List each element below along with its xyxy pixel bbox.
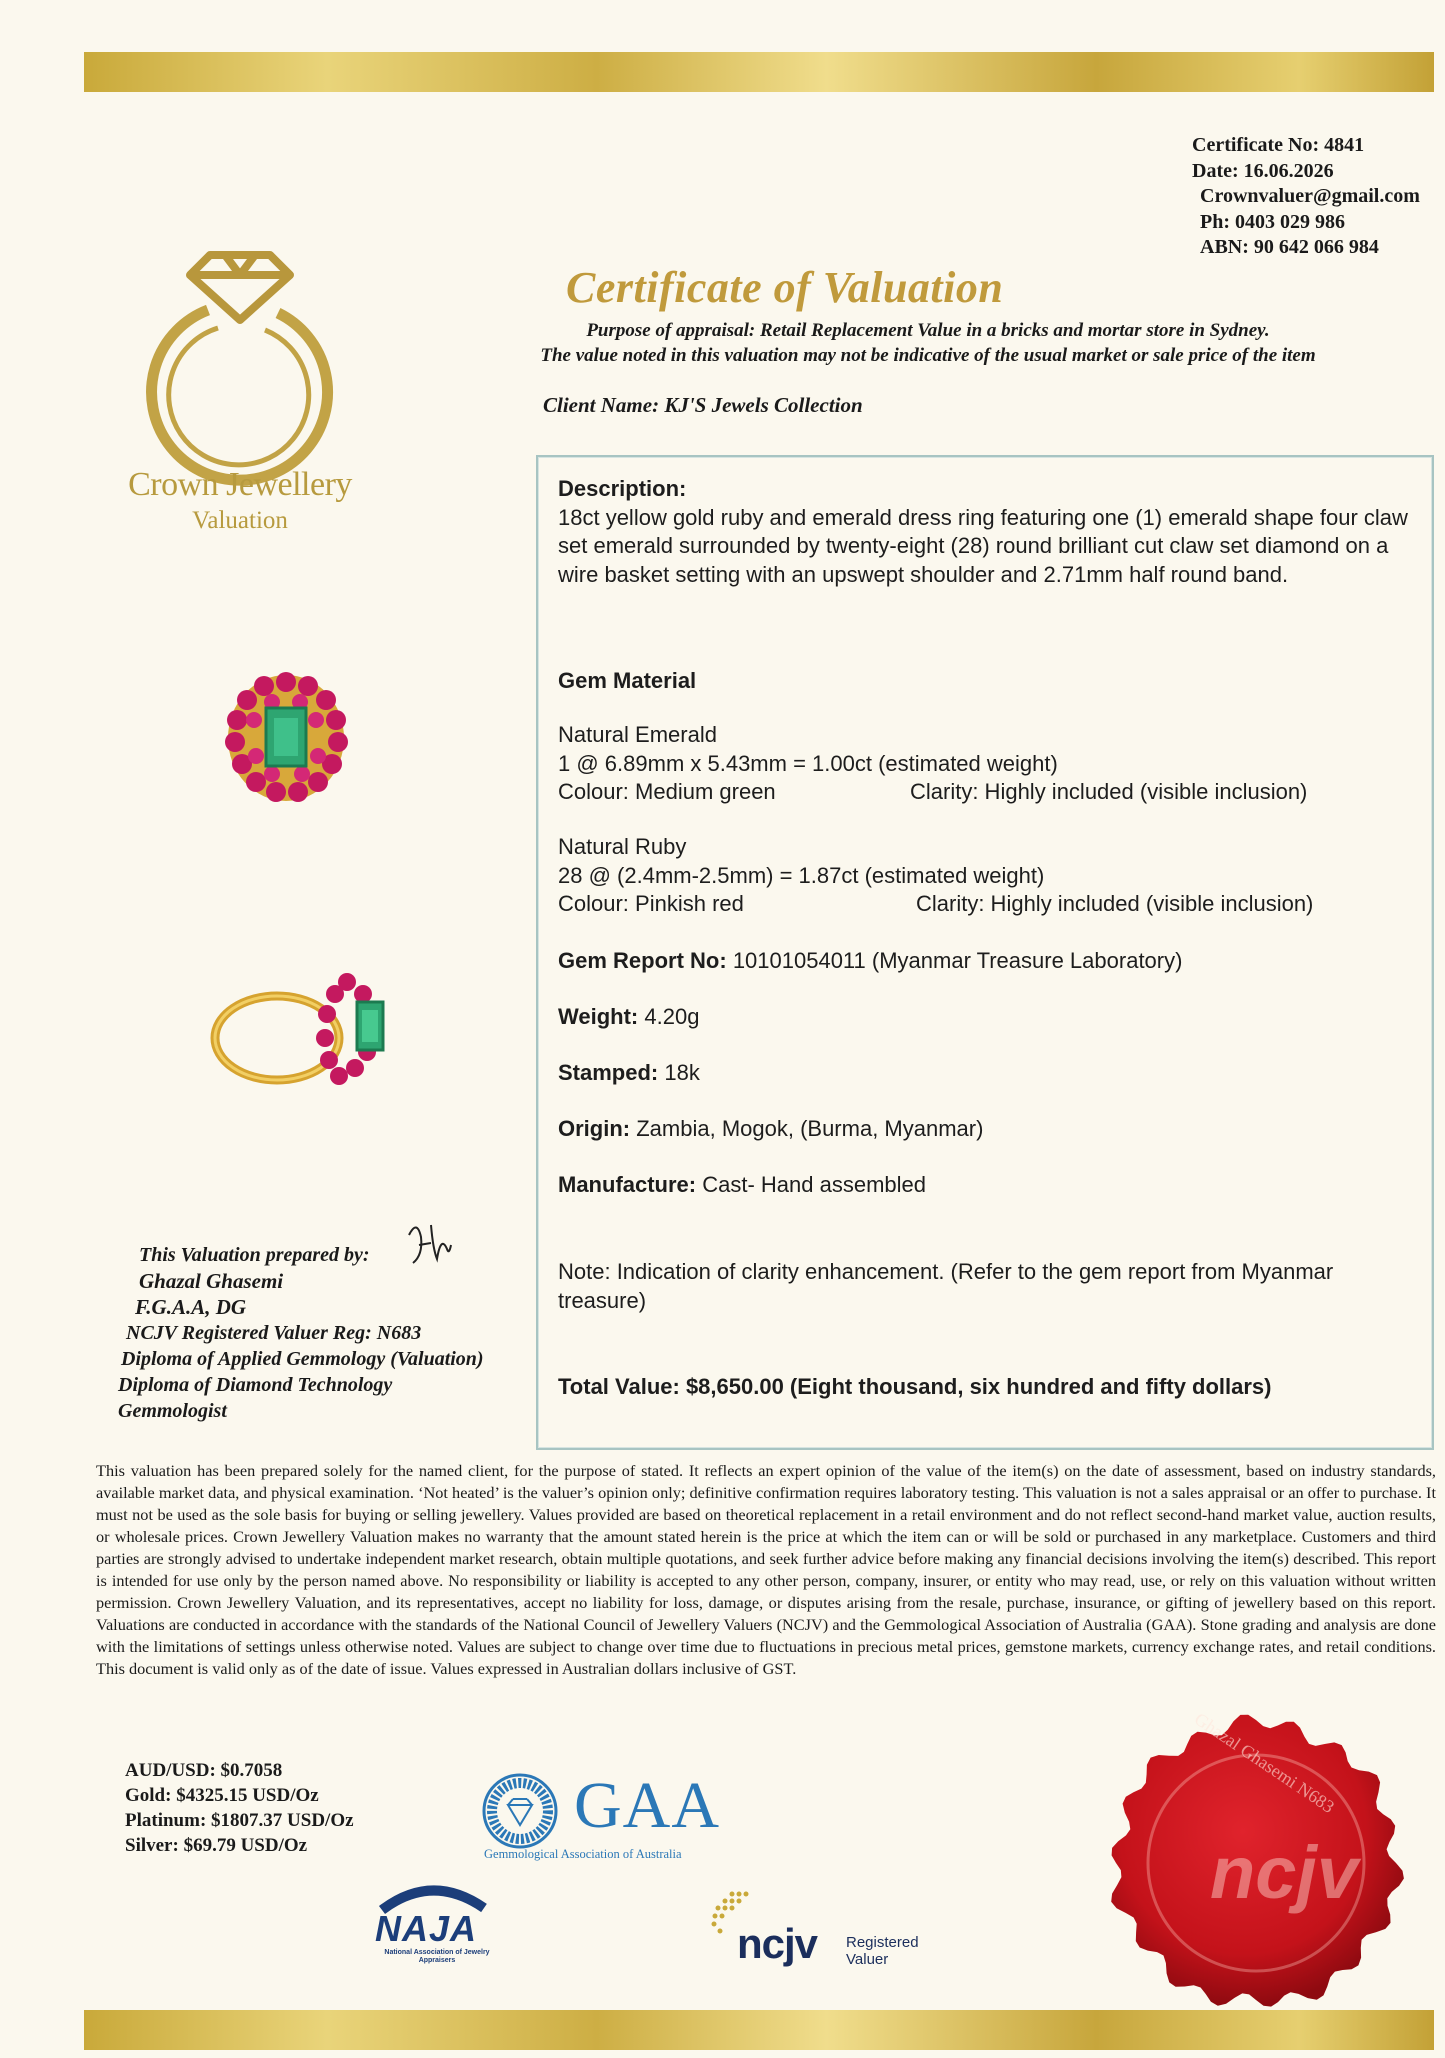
naja-wordmark: NAJA — [375, 1908, 478, 1949]
client-name: Client Name: KJ'S Jewels Collection — [543, 393, 863, 417]
market-rates — [125, 1758, 354, 1858]
gem-material-heading: Gem Material — [558, 668, 697, 693]
certificate-header-info — [1192, 133, 1420, 261]
gem-report-row — [558, 947, 1408, 976]
top-gold-bar — [84, 52, 1434, 92]
legal-disclaimer: This valuation has been prepared solely for the named client, for the purpose of stated. It reflects an expert opinion of the value of the item(s) on the date of assessment, based on industry standards, available market data, and physical examination. ‘Not heated’ is the valuer’s opinion only; definitive confirmation requires laboratory testing. This valuation is not a sales appraisal or an offer to purchase. It must not be used as the sole basis for buying or selling jewellery. Values provided are based on theoretical replacement in a retail environment and do not reflect second-hand market value, auction results, or wholesale prices. Crown Jewellery Valuation makes no warranty that the amount stated herein is the price at which the item can or will be sold or purchased in any marketplace. Customers and third parties are strongly advised to undertake independent market research, obtain multiple quotations, and seek further advice before making any financial decisions involving the item(s) described. This report is intended for use only by the person named above. No responsibility or liability is accepted to any other person, company, insurer, or entity who may read, use, or rely on this valuation without written permission. Crown Jewellery Valuation, and its representatives, accept no liability for loss, damage, or disputes arising from the resale, purchase, insurance, or gifting of jewellery based on this report. Valuations are conducted in accordance with the standards of the National Council of Jewellery Valuers (NCJV) and the Gemmological Association of Australia (GAA). Stone grading and analysis are done with the limitations of settings unless otherwise noted. Values are subject to change over time due to fluctuations in precious metal prices, gemstone markets, currency exchange rates, and retail conditions. This document is valid only as of the date of issue. Values expressed in Australian dollars inclusive of GST. — [96, 1461, 1436, 1678]
gaa-full-name: Gemmological Association of Australia — [484, 1847, 682, 1861]
appraisal-purpose — [478, 318, 1378, 368]
ruby-colour: Colour: Pinkish red — [558, 891, 744, 916]
gem-report-value: 10101054011 (Myanmar Treasure Laboratory) — [732, 948, 1183, 973]
signature-icon — [403, 1215, 453, 1270]
brand-name: Crown Jewellery — [128, 466, 352, 503]
abn-number: ABN: 90 642 066 984 — [1200, 236, 1379, 258]
gaa-emblem-icon — [482, 1773, 558, 1849]
ring-side-view-image — [205, 968, 405, 1108]
origin-value: Zambia, Mogok, (Burma, Myanmar) — [636, 1116, 984, 1141]
manufacture-row — [558, 1171, 1408, 1200]
purpose-line-2: The value noted in this valuation may not be indicative of the usual market or sale price of the item — [540, 345, 1316, 366]
ncjv-registered-label: Registered — [846, 1934, 919, 1951]
valuer-diploma-gemmology: Diploma of Applied Gemmology (Valuation) — [121, 1348, 484, 1370]
origin-row — [558, 1115, 1408, 1144]
contact-phone: Ph: 0403 029 986 — [1200, 210, 1345, 233]
valuer-name: Ghazal Ghasemi — [139, 1269, 284, 1293]
valuer-qualifications: F.G.A.A, DG — [135, 1295, 247, 1319]
aud-usd-rate: AUD/USD: $0.7058 — [125, 1760, 283, 1781]
seal-ncjv-text: ncjv — [1210, 1831, 1359, 1914]
brand-subtitle: Valuation — [192, 507, 288, 534]
enhancement-note: Note: Indication of clarity enhancement. (Refer to the gem report from Myanmar treasure) — [558, 1259, 1334, 1313]
gem-report-label: Gem Report No: — [558, 948, 727, 973]
bottom-gold-bar — [84, 2010, 1434, 2050]
weight-value: 4.20g — [644, 1004, 700, 1029]
ruby-clarity: Clarity: Highly included (visible inclusion) — [916, 891, 1314, 916]
emerald-name: Natural Emerald — [558, 722, 717, 747]
ruby-measure: 28 @ (2.4mm-2.5mm) = 1.87ct (estimated weight) — [558, 862, 1045, 888]
total-value: Total Value: $8,650.00 (Eight thousand, six hundred and fifty dollars) — [558, 1374, 1272, 1399]
emerald-section — [558, 721, 1408, 807]
naja-full-name: National Association of Jewelry Appraisers — [384, 1949, 490, 1964]
valuer-diploma-diamond: Diploma of Diamond Technology — [118, 1374, 393, 1396]
platinum-rate: Platinum: $1807.37 USD/Oz — [125, 1810, 354, 1831]
emerald-clarity: Clarity: Highly included (visible inclusion) — [910, 779, 1308, 804]
stamped-label: Stamped: — [558, 1060, 659, 1085]
contact-email: Crownvaluer@gmail.com — [1200, 185, 1420, 207]
emerald-measure: 1 @ 6.89mm x 5.43mm = 1.00ct (estimated weight) — [558, 750, 1058, 776]
certificate-number: Certificate No: 4841 — [1192, 134, 1365, 156]
weight-label: Weight: — [558, 1004, 639, 1029]
document-title: Certificate of Valuation — [566, 263, 1004, 312]
valuer-title: Gemmologist — [118, 1400, 227, 1422]
prepared-by-label: This Valuation prepared by: — [139, 1244, 370, 1266]
purpose-line-1: Purpose of appraisal: Retail Replacement Value in a bricks and mortar store in Sydney. — [586, 320, 1270, 341]
ruby-section — [558, 833, 1408, 919]
description-label: Description: — [558, 476, 687, 501]
emerald-colour: Colour: Medium green — [558, 779, 776, 804]
origin-label: Origin: — [558, 1116, 631, 1141]
description-text: 18ct yellow gold ruby and emerald dress ring featuring one (1) emerald shape four claw set emerald surrounded by twenty-eight (28) round brilliant cut claw set diamond on a wire basket setting with an upswept shoulder and 2.71mm half round band. — [558, 504, 1408, 587]
ncjv-wordmark: ncjv — [737, 1920, 818, 1967]
manufacture-label: Manufacture: — [558, 1172, 697, 1197]
gold-rate: Gold: $4325.15 USD/Oz — [125, 1785, 319, 1806]
ruby-name: Natural Ruby — [558, 834, 687, 859]
ncjv-valuer-label: Valuer — [846, 1951, 889, 1968]
weight-row — [558, 1003, 1408, 1032]
seal-rim-text: Ghazal Ghasemi N683 — [1190, 1708, 1339, 1817]
manufacture-value: Cast- Hand assembled — [702, 1172, 927, 1197]
gaa-wordmark: GAA — [574, 1769, 720, 1842]
silver-rate: Silver: $69.79 USD/Oz — [125, 1835, 308, 1856]
valuation-details-box — [536, 455, 1434, 1450]
stamped-row — [558, 1059, 1408, 1088]
ncjv-registered-valuer — [846, 1934, 919, 1968]
stamped-value: 18k — [664, 1060, 700, 1085]
valuer-registration: NCJV Registered Valuer Reg: N683 — [126, 1322, 422, 1344]
ring-top-view-image — [222, 668, 350, 803]
certificate-date: Date: 16.06.2026 — [1192, 159, 1334, 182]
